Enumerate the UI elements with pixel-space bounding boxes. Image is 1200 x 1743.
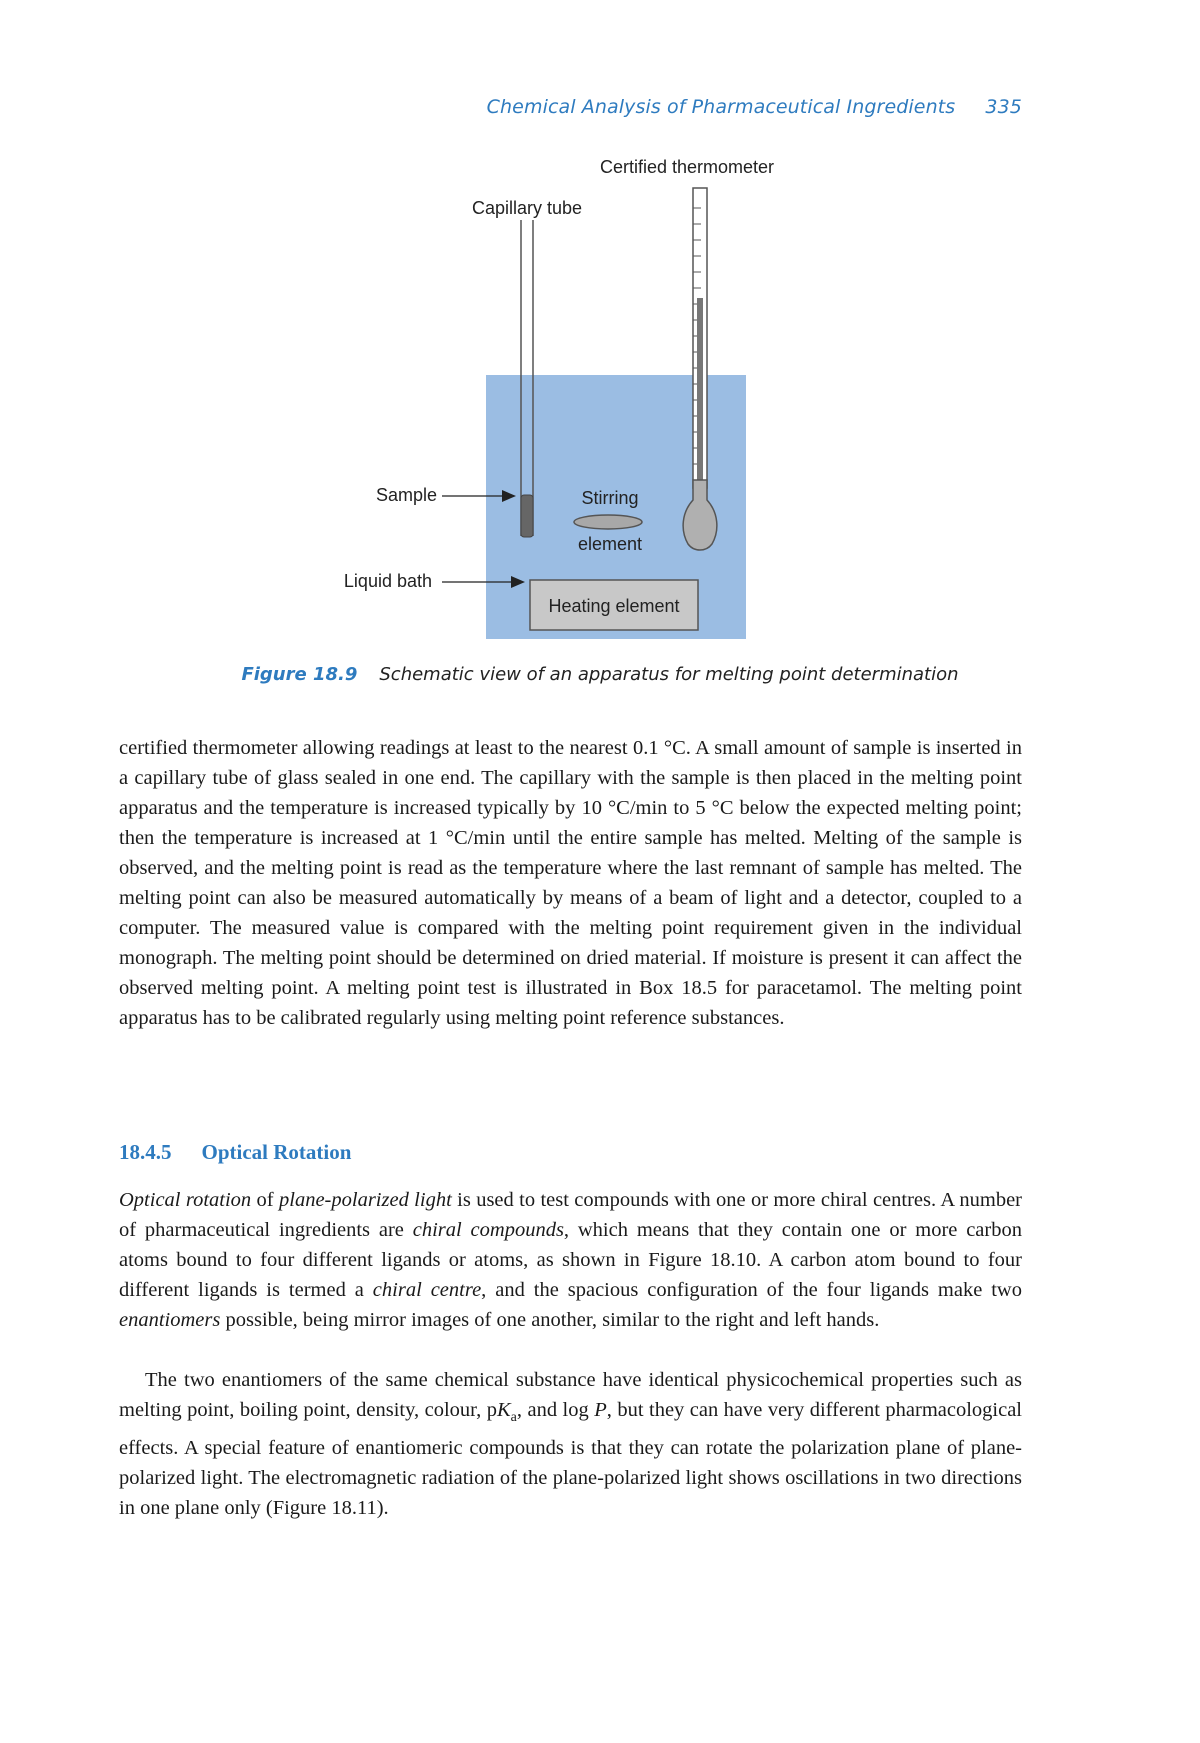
term-enantiomers: enantiomers	[119, 1309, 221, 1331]
section-heading	[119, 1140, 351, 1165]
paragraph-enantiomers	[119, 1365, 1022, 1523]
section-number: 18.4.5	[119, 1140, 172, 1164]
paragraph-3-run: , and log	[516, 1399, 595, 1421]
figure-number: Figure 18.9	[241, 664, 358, 685]
term-chiral-compounds: chiral compounds	[412, 1219, 564, 1241]
figure-caption	[0, 664, 1200, 685]
liquid-bath-label: Liquid bath	[343, 571, 432, 591]
paragraph-2-run: , and the spacious configuration of the four ligands make two	[481, 1279, 1022, 1301]
figure-apparatus	[320, 150, 840, 650]
running-head	[487, 96, 1022, 118]
paragraph-3-run: The two enantiomers of the same chemical substance have identical physicochemical properties such as melting point, boiling point, density, colour, p	[119, 1369, 1022, 1421]
stirring-label-2: element	[577, 534, 643, 554]
sample-label: Sample	[375, 485, 437, 505]
thermometer-label: Certified thermometer	[599, 157, 775, 177]
thermometer-column	[697, 298, 703, 498]
running-head-title: Chemical Analysis of Pharmaceutical Ingredients	[486, 96, 956, 118]
page-number: 335	[985, 96, 1022, 118]
paragraph-3-run: , but they can have very different pharmacological effects. A special feature of enantiomeric compounds is that they can rotate the polarization plane of plane-polarized light. The electromagnetic radiation of the plane-polarized light shows oscillations in two directions in one plane only (Figure 18.11).	[119, 1399, 1022, 1520]
stirring-label-1: Stirring	[581, 488, 639, 508]
apparatus-diagram	[320, 150, 840, 650]
paragraph-2-run: possible, being mirror images of one another, similar to the right and left hands.	[220, 1309, 880, 1331]
heating-element-label: Heating element	[548, 596, 680, 616]
capillary-label: Capillary tube	[471, 198, 583, 218]
section-title: Optical Rotation	[201, 1140, 352, 1164]
capillary-sample	[521, 495, 533, 537]
paragraph-2	[119, 1185, 1022, 1335]
symbol-k: K	[496, 1399, 511, 1421]
paragraph-melting-point	[119, 733, 1022, 1033]
paragraph-2-run: is used to test compounds with one or more chiral centres. A number of pharmaceutical ingredients are	[119, 1189, 1023, 1241]
paragraph-2-run: of	[251, 1189, 279, 1211]
term-optical-rotation: Optical rotation	[119, 1189, 252, 1211]
term-chiral-centre: chiral centre	[372, 1279, 482, 1301]
paragraph-2-run: , which means that they contain one or more carbon atoms bound to four different ligands or atoms, as shown in Figure 18.10. A carbon atom bound to four different ligands is termed a	[119, 1219, 1022, 1301]
term-plane-polarized-light: plane-polarized light	[279, 1189, 452, 1211]
paragraph-3	[119, 1365, 1022, 1523]
symbol-p: P	[594, 1399, 607, 1421]
paragraph-1-text: certified thermometer allowing readings at least to the nearest 0.1 °C. A small amount of sample is inserted in a capillary tube of glass sealed in one end. The capillary with the sample is then placed in the melting point apparatus and the temperature is increased typically by 10 °C/min to 5 °C below the expected melting point; then the temperature is increased at 1 °C/min until the entire sample has melted. Melting of the sample is observed, and the melting point is read as the temperature where the last remnant of sample has melted. The melting point can also be measured automatically by means of a beam of light and a detector, coupled to a computer. The measured value is compared with the melting point requirement given in the individual monograph. The melting point should be determined on dried material. If moisture is present it can affect the observed melting point. A melting point test is illustrated in Box 18.5 for paracetamol. The melting point apparatus has to be calibrated regularly using melting point reference substances.	[119, 737, 1022, 1029]
figure-caption-text: Schematic view of an apparatus for melting point determination	[379, 664, 959, 685]
stirring-element	[574, 515, 642, 529]
paragraph-optical-rotation	[119, 1185, 1022, 1335]
subscript-a: a	[510, 1410, 517, 1426]
